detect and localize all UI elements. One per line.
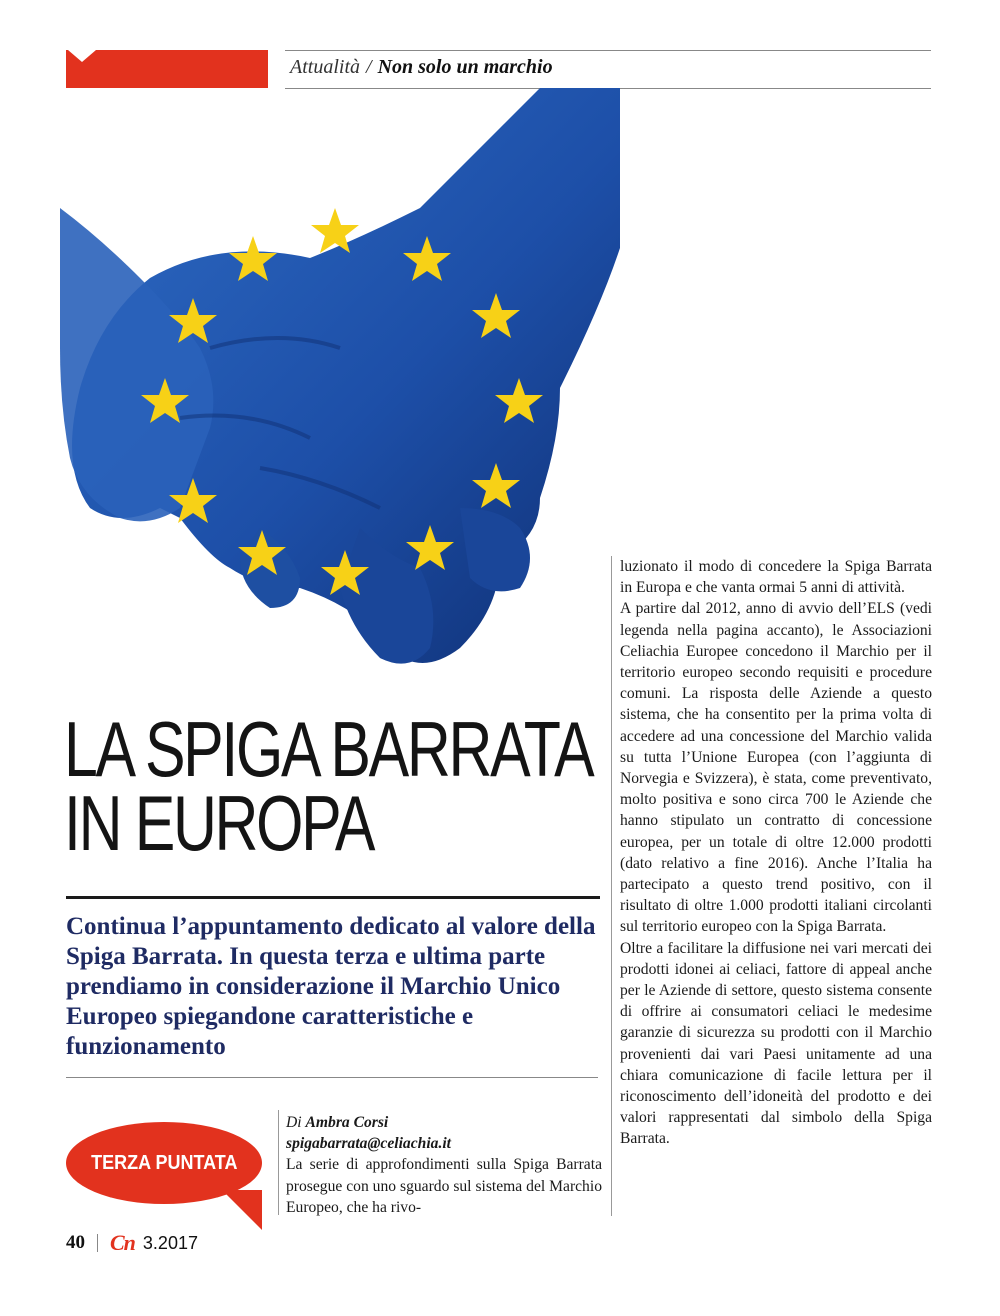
article-column-1: [286, 1112, 602, 1218]
title-line-2: IN EUROPA: [64, 779, 374, 867]
magazine-logo: Cn: [110, 1230, 135, 1255]
column-rule-right: [611, 556, 612, 1216]
paragraph: Oltre a facilitare la diffusione nei vari mercati dei prodotti idonei ai celiaci, fattore di appeal anche per le Aziende di settore, questo sistema consente di offrire ai consumatori celiaci le medesime garanzie di sicurezza su prodotti con il Marchio provenienti dai vari Paesi unitamente ad una chiara comunicazione di facile lettura per il riconoscimento dell’idoneità del prodotto e dei valori rappresentati dal simbolo della Spiga Barrata.: [620, 939, 932, 1148]
header-rule-top: [285, 50, 931, 51]
section-name: Attualità: [290, 56, 360, 78]
footer-separator: [97, 1234, 98, 1252]
section-separator: /: [366, 56, 372, 78]
byline: [286, 1112, 602, 1133]
article-lead: Continua l’appuntamento dedicato al valore della Spiga Barrata. In questa terza e ultima parte prendiamo in considerazione il Marchio Unico Europeo spiegandone caratteristiche e funzionamento: [66, 913, 596, 1060]
issue-number: 3.2017: [142, 1232, 198, 1253]
author-name: Ambra Corsi: [305, 1114, 389, 1131]
page-footer: [66, 1230, 198, 1256]
section-red-tab: [66, 50, 268, 88]
badge-tail: [222, 1190, 262, 1230]
title-line-1: LA SPIGA BARRATA: [64, 705, 593, 793]
title-rule: [66, 896, 600, 899]
lead-rule: [66, 1077, 598, 1078]
page-number: 40: [66, 1232, 85, 1253]
section-topic: Non solo un marchio: [377, 56, 553, 78]
author-email[interactable]: spigabarrata@celiachia.it: [286, 1135, 452, 1153]
article-title: [64, 705, 593, 867]
red-tab-notch: [68, 50, 96, 62]
paragraph: A partire dal 2012, anno di avvio dell’ELS (vedi legenda nella pagina accanto), le Associazioni Celiachia Europee concedono il Marchio per il territorio europeo secondo requisiti e procedure comuni. La risposta delle Aziende a questo sistema, che ha consentito per la prima volta di accedere ad una concessione del Marchio valida su tutta l’Unione Europea (con l’aggiunta di Norvegia e Svizzera), è stata, come preventivato, molto positiva e sono circa 700 le Aziende che hanno stipulato un contratto di concessione europea, per un totale di oltre 12.000 prodotti (dato relativo a fine 2016). Anche l’Italia ha partecipato a questo trend positivo, con il risultato di oltre 1.000 prodotti italiani circolanti sul territorio europeo con la Spiga Barrata.: [620, 600, 932, 936]
column-rule-middle: [278, 1110, 279, 1215]
article-column-2: [620, 556, 932, 1150]
column-1-text: La serie di approfondimenti sulla Spiga Barrata prosegue con uno sguardo sul sistema del Marchio Europeo, che ha rivo-: [286, 1156, 602, 1216]
byline-prefix: Di: [286, 1114, 302, 1131]
paragraph: luzionato il modo di concedere la Spiga Barrata in Europa e che vanta ormai 5 anni di attività.: [620, 558, 932, 597]
episode-badge-label: TERZA PUNTATA: [90, 1151, 238, 1174]
hero-hands-eu-flag-image: [60, 88, 660, 688]
section-header: [290, 56, 553, 79]
